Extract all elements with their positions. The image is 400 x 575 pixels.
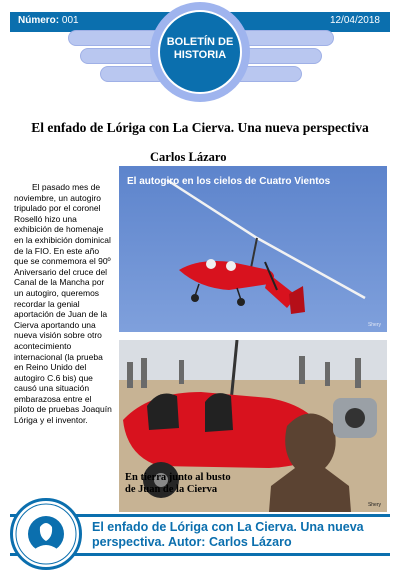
footer-author-name: Carlos Lázaro xyxy=(208,535,292,549)
masthead-title xyxy=(158,36,242,62)
issue-number-label: Número: xyxy=(18,15,60,26)
photo1-caption: El autogiro en los cielos de Cuatro Vientos xyxy=(127,176,331,187)
article-body-paragraph: El pasado mes de noviembre, un autogiro tripulado por el coronel Roselló hizo una exhibición de homenaje en la exhibición dominical de la FIO. En este año que se conmemora el 90º Aniversario del cruce del Canal de la Mancha por un autogiro, queremos recordar la genial aportación de Juan de la Cierva aportando una nueva visión sobre otro acontecimiento internacional (la prueba en Reino Unido del autogiro C.6 bis) que causó una situación embarazosa entre el piloto de pruebas Joaquín Lóriga y el inventor. xyxy=(14,182,112,426)
photo2-caption: En tierra junto al busto de Juan de la Cierva xyxy=(125,472,231,495)
article-title: El enfado de Lóriga con La Cierva. Una nueva perspectiva xyxy=(31,120,369,135)
photo2-credit: Shery xyxy=(367,502,381,508)
footer-title: El enfado de Lóriga con La Cierva. Una nueva perspectiva. xyxy=(92,520,364,549)
masthead-title-line1: BOLETÍN DE xyxy=(166,36,234,48)
photo-autogiro-ground xyxy=(119,340,387,512)
article-author: Carlos Lázaro xyxy=(150,150,227,164)
footer-headline xyxy=(92,520,388,550)
masthead-title-line2: HISTORIA xyxy=(173,49,227,61)
photo1-credit: Shery xyxy=(367,322,381,328)
issue-date: 12/04/2018 xyxy=(329,15,380,26)
foundation-logo xyxy=(10,498,82,570)
foundation-seal-icon xyxy=(13,501,79,567)
photo-autogiro-flight xyxy=(119,166,387,332)
issue-number-value: 001 xyxy=(61,15,79,26)
issue-number xyxy=(18,15,79,26)
footer-author-label: Autor: xyxy=(167,535,206,549)
autogiro-flight-illustration xyxy=(119,166,387,332)
article-body xyxy=(14,182,114,426)
